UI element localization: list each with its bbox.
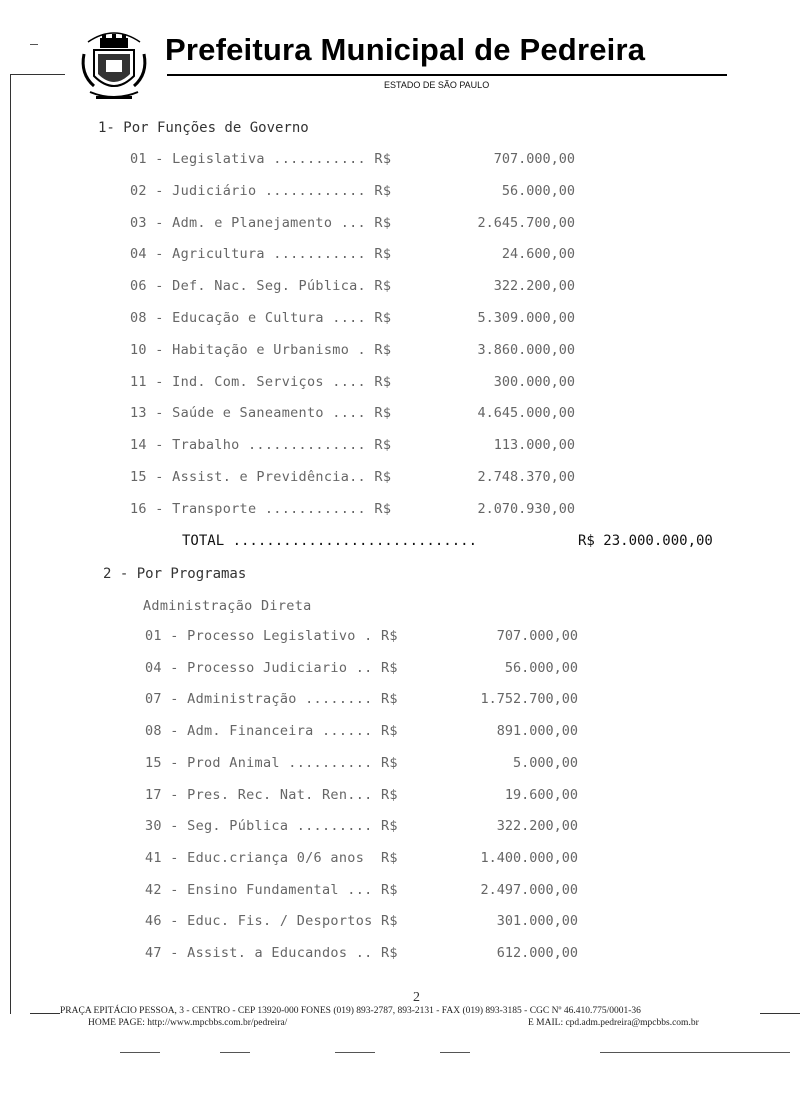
budget-row-amount: 56.000,00 bbox=[504, 659, 578, 676]
budget-row-amount: 1.400.000,00 bbox=[480, 849, 578, 866]
budget-row-label: 14 - Trabalho .............. R$ bbox=[130, 437, 392, 454]
budget-row-label: 30 - Seg. Pública ......... R$ bbox=[145, 818, 398, 835]
total-value: R$ 23.000.000,00 bbox=[578, 533, 713, 549]
frame-line-top bbox=[10, 74, 65, 75]
budget-row-amount: 2.497.000,00 bbox=[480, 881, 578, 898]
page-number: 2 bbox=[413, 990, 420, 1005]
footer-homepage: HOME PAGE: http://www.mpcbbs.com.br/pedreira/ bbox=[88, 1018, 288, 1028]
budget-row-label: 01 - Legislativa ........... R$ bbox=[130, 151, 392, 167]
budget-row-label: 16 - Transporte ............ R$ bbox=[130, 500, 392, 517]
total-label: TOTAL ............................. bbox=[182, 533, 478, 549]
budget-row-label: 07 - Administração ........ R$ bbox=[145, 691, 398, 708]
state-subtitle: ESTADO DE SÃO PAULO bbox=[384, 80, 490, 90]
budget-row-amount: 5.000,00 bbox=[512, 754, 578, 771]
budget-row-amount: 301.000,00 bbox=[496, 913, 578, 930]
section-heading: 2 - Por Programas bbox=[103, 566, 247, 582]
budget-row-amount: 19.600,00 bbox=[504, 786, 578, 803]
scan-mark bbox=[30, 44, 38, 45]
section-heading: 1- Por Funções de Governo bbox=[98, 120, 309, 136]
budget-row-label: 10 - Habitação e Urbanismo . R$ bbox=[130, 341, 392, 358]
budget-row-amount: 113.000,00 bbox=[493, 437, 575, 454]
scan-mark bbox=[120, 1052, 160, 1053]
budget-row-label: 15 - Assist. e Previdência.. R$ bbox=[130, 469, 392, 485]
page-title: Prefeitura Municipal de Pedreira bbox=[165, 32, 646, 67]
budget-row-amount: 707.000,00 bbox=[493, 151, 575, 167]
budget-row-label: 08 - Educação e Cultura .... R$ bbox=[130, 310, 392, 326]
subsection-heading: Administração Direta bbox=[143, 598, 312, 614]
budget-row-label: 15 - Prod Animal .......... R$ bbox=[145, 754, 398, 771]
budget-row-label: 42 - Ensino Fundamental ... R$ bbox=[145, 881, 398, 898]
budget-row-amount: 2.645.700,00 bbox=[477, 214, 575, 231]
budget-row-amount: 612.000,00 bbox=[496, 945, 578, 961]
budget-row-label: 08 - Adm. Financeira ...... R$ bbox=[145, 723, 398, 740]
footer-email: E MAIL: cpd.adm.pedreira@mpcbbs.com.br bbox=[528, 1018, 699, 1028]
budget-row-label: 04 - Processo Judiciario .. R$ bbox=[145, 659, 398, 676]
scan-mark bbox=[440, 1052, 470, 1053]
budget-row-label: 11 - Ind. Com. Serviços .... R$ bbox=[130, 373, 392, 390]
budget-row-label: 04 - Agricultura ........... R$ bbox=[130, 246, 392, 263]
budget-row-amount: 56.000,00 bbox=[501, 182, 575, 199]
budget-row-label: 17 - Pres. Rec. Nat. Ren... R$ bbox=[145, 786, 398, 803]
budget-row-label: 46 - Educ. Fis. / Desportos R$ bbox=[145, 913, 398, 930]
budget-row-amount: 24.600,00 bbox=[501, 246, 575, 263]
budget-row-label: 41 - Educ.criança 0/6 anos R$ bbox=[145, 849, 398, 866]
city-seal-logo bbox=[78, 24, 150, 106]
scan-mark bbox=[335, 1052, 375, 1053]
budget-row-amount: 891.000,00 bbox=[496, 723, 578, 740]
budget-row-amount: 5.309.000,00 bbox=[477, 310, 575, 326]
frame-line-bottom-right bbox=[760, 1013, 800, 1014]
budget-row-label: 01 - Processo Legislativo . R$ bbox=[145, 628, 398, 644]
budget-row-label: 02 - Judiciário ............ R$ bbox=[130, 182, 392, 199]
budget-row-amount: 2.748.370,00 bbox=[477, 469, 575, 485]
scan-mark bbox=[600, 1052, 790, 1053]
budget-row-amount: 707.000,00 bbox=[496, 628, 578, 644]
budget-row-amount: 2.070.930,00 bbox=[477, 500, 575, 517]
budget-row-amount: 322.200,00 bbox=[496, 818, 578, 835]
budget-row-label: 06 - Def. Nac. Seg. Pública. R$ bbox=[130, 278, 392, 295]
budget-row-amount: 3.860.000,00 bbox=[477, 341, 575, 358]
scan-mark bbox=[220, 1052, 250, 1053]
budget-row-amount: 1.752.700,00 bbox=[480, 691, 578, 708]
frame-line-left bbox=[10, 74, 11, 1014]
budget-row-amount: 322.200,00 bbox=[493, 278, 575, 295]
budget-row-label: 47 - Assist. a Educandos .. R$ bbox=[145, 945, 398, 961]
budget-row-label: 13 - Saúde e Saneamento .... R$ bbox=[130, 405, 392, 422]
frame-line-bottom-left bbox=[30, 1013, 60, 1014]
header-rule bbox=[167, 74, 727, 76]
footer-address: PRAÇA EPITÁCIO PESSOA, 3 - CENTRO - CEP 13920-000 FONES (019) 893-2787, 893-2131 - FAX (019) 893-3185 - CGC Nº 46.410.775/0001-36 bbox=[60, 1006, 641, 1016]
budget-row-label: 03 - Adm. e Planejamento ... R$ bbox=[130, 214, 392, 231]
budget-row-amount: 4.645.000,00 bbox=[477, 405, 575, 422]
budget-row-amount: 300.000,00 bbox=[493, 373, 575, 390]
